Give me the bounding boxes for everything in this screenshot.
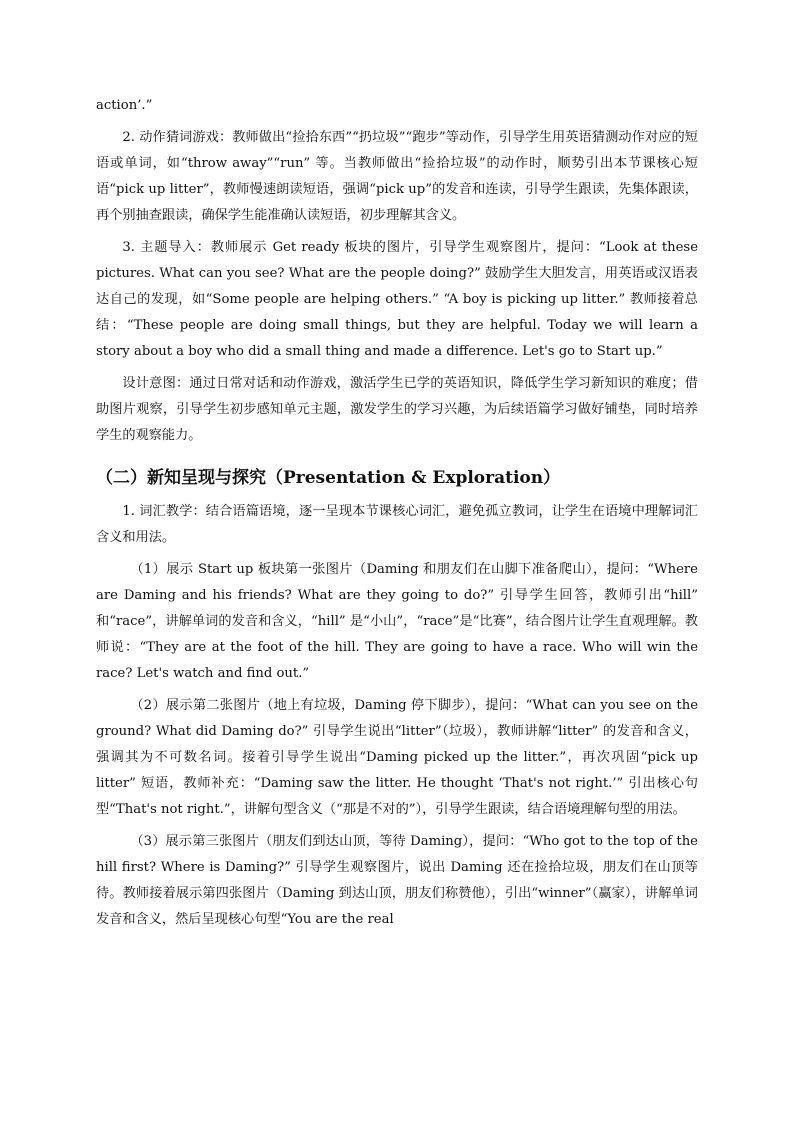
document-body (96, 93, 698, 933)
paragraph-vocabulary-teaching: 1. 词汇教学：结合语篇语境，逐一呈现本节课核心词汇，避免孤立教词，让学生在语境中理解词汇含义和用法。 (96, 504, 698, 545)
paragraph-action-guessing-game: 2. 动作猜词游戏：教师做出“捡拾东西”“扔垃圾”“跑步”等动作，引导学生用英语猜测动作对应的短语或单词，如“throw away”“run” 等。当教师做出“捡拾垃圾”的动作时，顺势引出本节课核心短语“pick up litter”，教师慢速朗读短语，强调“pick up”的发音和连读，引导学生跟读，先集体跟读，再个别抽查跟读，确保学生能准确认读短语，初步理解其含义。 (96, 130, 698, 223)
paragraph-continuation: action’.” (96, 98, 153, 113)
paragraph-picture-three: （3）展示第三张图片（朋友们到达山顶，等待 Daming），提问：“Who got to the top of the hill first? Where is Daming?” 引导学生观察图片，说出 Daming 还在捡拾垃圾，朋友们在山顶等待。教师接着展示第四张图片（Daming 到达山顶，朋友们称赞他），引出“winner”（赢家），讲解单词发音和含义，然后呈现核心句型“You are the real (96, 834, 698, 927)
paragraph-picture-two: （2）展示第二张图片（地上有垃圾，Daming 停下脚步），提问：“What can you see on the ground? What did Daming do?” 引导学生说出“litter”（垃圾），教师讲解“litter” 的发音和含义，强调其为不可数名词。接着引导学生说出“Daming picked up the litter.”，再次巩固“pick up litter” 短语，教师补充：“Daming saw the litter. He thought ‘That's not right.’” 引出核心句型“That's not right.”，讲解句型含义（“那是不对的”），引导学生跟读，结合语境理解句型的用法。 (96, 698, 698, 817)
paragraph-topic-introduction: 3. 主题导入：教师展示 Get ready 板块的图片，引导学生观察图片，提问：“Look at these pictures. What can you see? What are the people doing?” 鼓励学生大胆发言，用英语或汉语表达自己的发现，如“Some people are helping others.” “A boy is picking up litter.” 教师接着总结：“These people are doing small things, but they are helpful. Today we will learn a story about a boy who did a small thing and made a difference. Let's go to Start up.” (96, 240, 698, 359)
paragraph-design-intent: 设计意图：通过日常对话和动作游戏，激活学生已学的英语知识，降低学生学习新知识的难度；借助图片观察，引导学生初步感知单元主题，激发学生的学习兴趣，为后续语篇学习做好铺垫，同时培养学生的观察能力。 (96, 376, 698, 443)
paragraph-picture-one: （1）展示 Start up 板块第一张图片（Daming 和朋友们在山脚下准备爬山），提问：“Where are Daming and his friends? What are they going to do?” 引导学生回答，教师引出“hill” 和“race”，讲解单词的发音和含义，“hill” 是“小山”，“race”是“比赛”，结合图片让学生直观理解。教师说：“They are at the foot of the hill. They are going to have a race. Who will win the race? Let's watch and find out.” (96, 562, 698, 681)
section-heading-presentation: （二）新知呈现与探究（Presentation & Exploration） (96, 468, 561, 488)
